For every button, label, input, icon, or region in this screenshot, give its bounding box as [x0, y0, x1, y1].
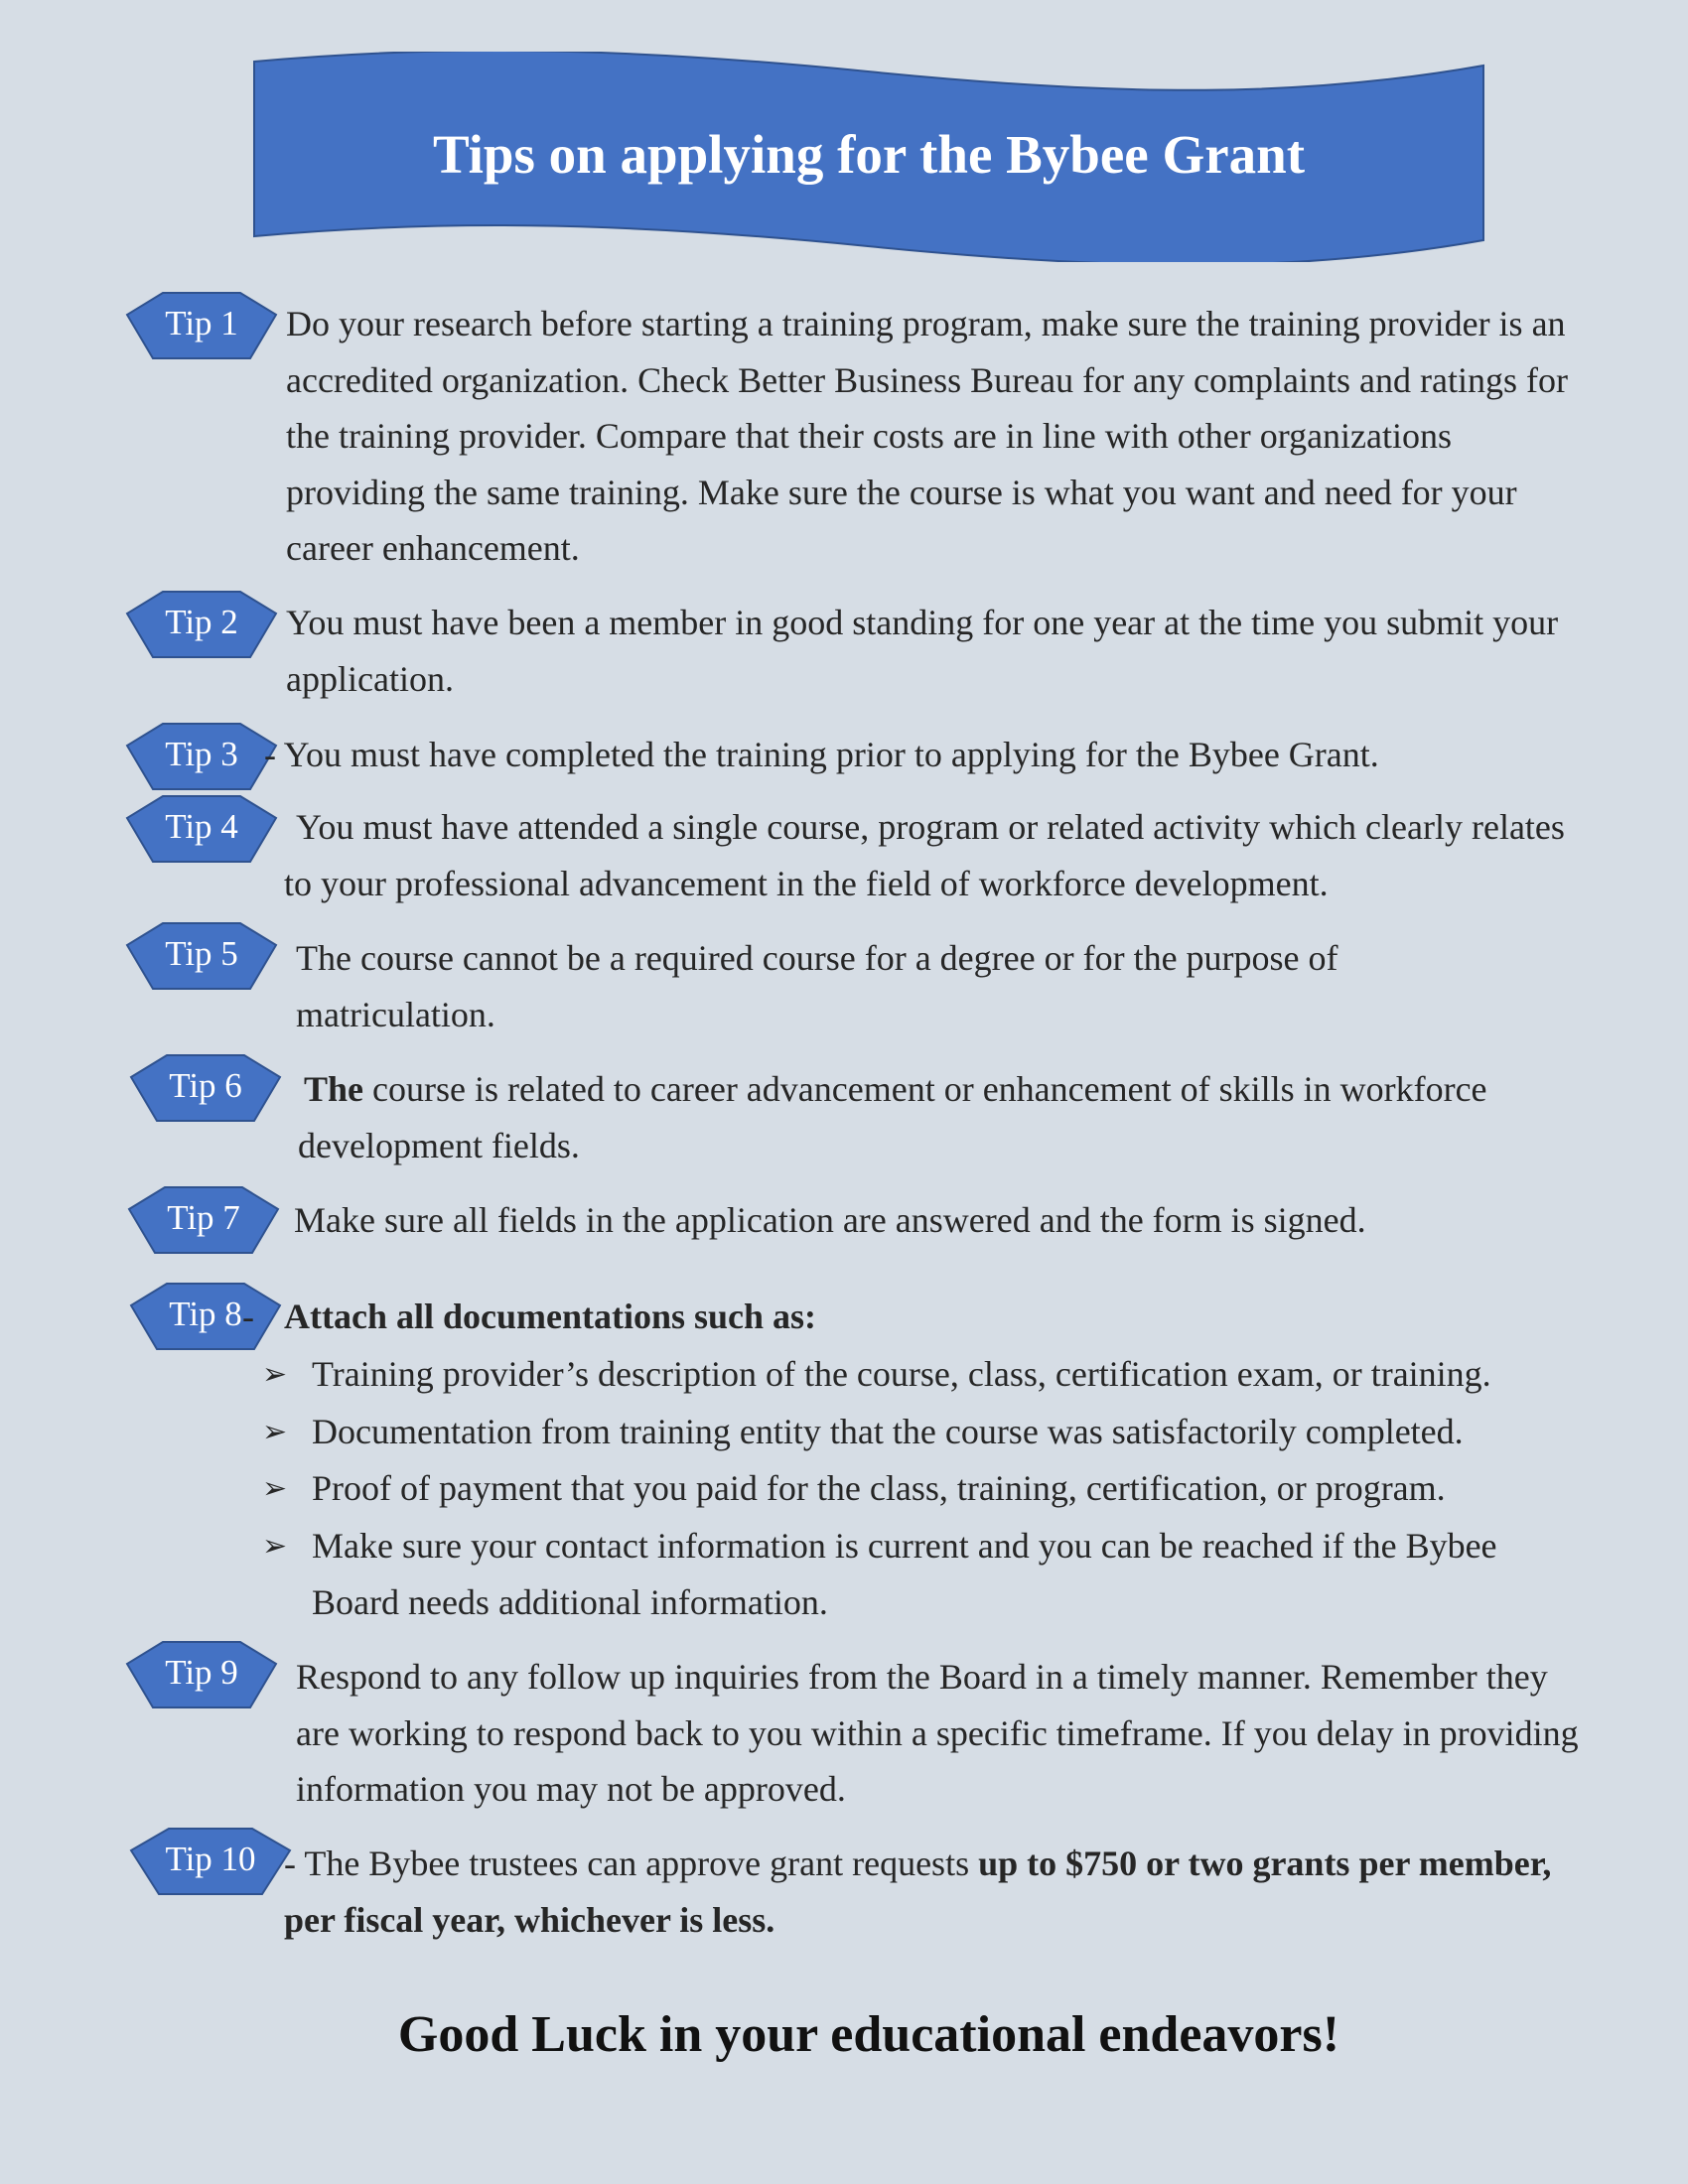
tip-text-8-prefix: - — [242, 1297, 254, 1336]
tip-badge-4 — [125, 794, 278, 864]
tip-text-5: The course cannot be a required course for a degree or for the purpose of matriculation. — [296, 938, 1338, 1034]
tip-badge-label: Tip 7 — [167, 1198, 240, 1237]
list-item-text: Training provider’s description of the course, class, certification exam, or training. — [312, 1354, 1491, 1394]
arrow-bullet-icon: ➢ — [262, 1472, 288, 1505]
tip-text-10-bold: up to $750 or two grants per member, per fiscal year, whichever is less. — [284, 1843, 1552, 1940]
tip-text-2: You must have been a member in good standing for one year at the time you submit your application. — [286, 603, 1559, 699]
tip-badge-label: Tip 10 — [165, 1840, 256, 1878]
list-item — [260, 1404, 1591, 1461]
list-item-text: Make sure your contact information is current and you can be reached if the Bybee Board needs additional information. — [312, 1525, 1497, 1622]
list-item — [260, 1460, 1591, 1518]
tip-badge-label: Tip 9 — [165, 1653, 238, 1692]
tip-badge-10 — [129, 1827, 292, 1896]
tip-text-8-heading: Attach all documentations such as: — [284, 1297, 817, 1336]
tip-text-3: - You must have completed the training prior to applying for the Bybee Grant. — [264, 735, 1379, 774]
tip-text-7: Make sure all fields in the application are answered and the form is signed. — [294, 1200, 1366, 1240]
title-banner — [252, 52, 1485, 262]
tip-badge-label: Tip 6 — [169, 1066, 242, 1105]
list-item — [260, 1518, 1591, 1632]
arrow-bullet-icon: ➢ — [262, 1358, 288, 1391]
list-item — [260, 1346, 1591, 1404]
arrow-bullet-icon: ➢ — [262, 1529, 288, 1563]
tip-text-9: Respond to any follow up inquiries from the Board in a timely manner. Remember they are working to respond back to you within a specific timeframe. If you delay in providing information you may not be approved. — [296, 1657, 1579, 1809]
tip-badge-2 — [125, 590, 278, 659]
tip-badge-label: Tip 4 — [165, 807, 238, 846]
tip-badge-7 — [127, 1185, 280, 1255]
tip-badge-5 — [125, 921, 278, 991]
tip-badge-label: Tip 2 — [165, 603, 238, 641]
tip-text-8 — [242, 1289, 1533, 1345]
tip-badge-label: Tip 5 — [165, 934, 238, 973]
tip-text-10-regular: - The Bybee trustees can approve grant requests — [284, 1843, 979, 1883]
tip-badge-9 — [125, 1640, 278, 1709]
tip-badge-6 — [129, 1053, 282, 1123]
closing-message: Good Luck in your educational endeavors! — [397, 2006, 1340, 2063]
tip-text-1: Do your research before starting a training program, make sure the training provider is an accredited organization. Check Better Business Bureau for any complaints and ratings for the training provider. Compare that their costs are in line with other organizations providing the same training. Make sure the course is what you want and need for your career enhancement. — [286, 304, 1568, 568]
tip-badge-label: Tip 8 — [169, 1295, 242, 1333]
tip-text-6-bold: The — [304, 1069, 364, 1109]
tip-badge-3 — [125, 722, 278, 791]
tip-text-10 — [284, 1836, 1575, 1948]
arrow-bullet-icon: ➢ — [262, 1415, 288, 1448]
tip-badge-label: Tip 1 — [165, 304, 238, 342]
list-item-text: Proof of payment that you paid for the class, training, certification, or program. — [312, 1468, 1446, 1508]
tip-text-6 — [298, 1061, 1589, 1173]
tip-badge-label: Tip 3 — [165, 735, 238, 773]
page-title: Tips on applying for the Bybee Grant — [432, 124, 1306, 185]
tip-text-4: You must have attended a single course, program or related activity which clearly relates to your professional advancement in the field of workforce development. — [284, 807, 1565, 903]
tip-8-bullet-list — [260, 1346, 1591, 1632]
tip-badge-1 — [125, 291, 278, 360]
tip-text-6-rest: course is related to career advancement or enhancement of skills in workforce development fields. — [298, 1069, 1487, 1165]
list-item-text: Documentation from training entity that the course was satisfactorily completed. — [312, 1411, 1464, 1451]
